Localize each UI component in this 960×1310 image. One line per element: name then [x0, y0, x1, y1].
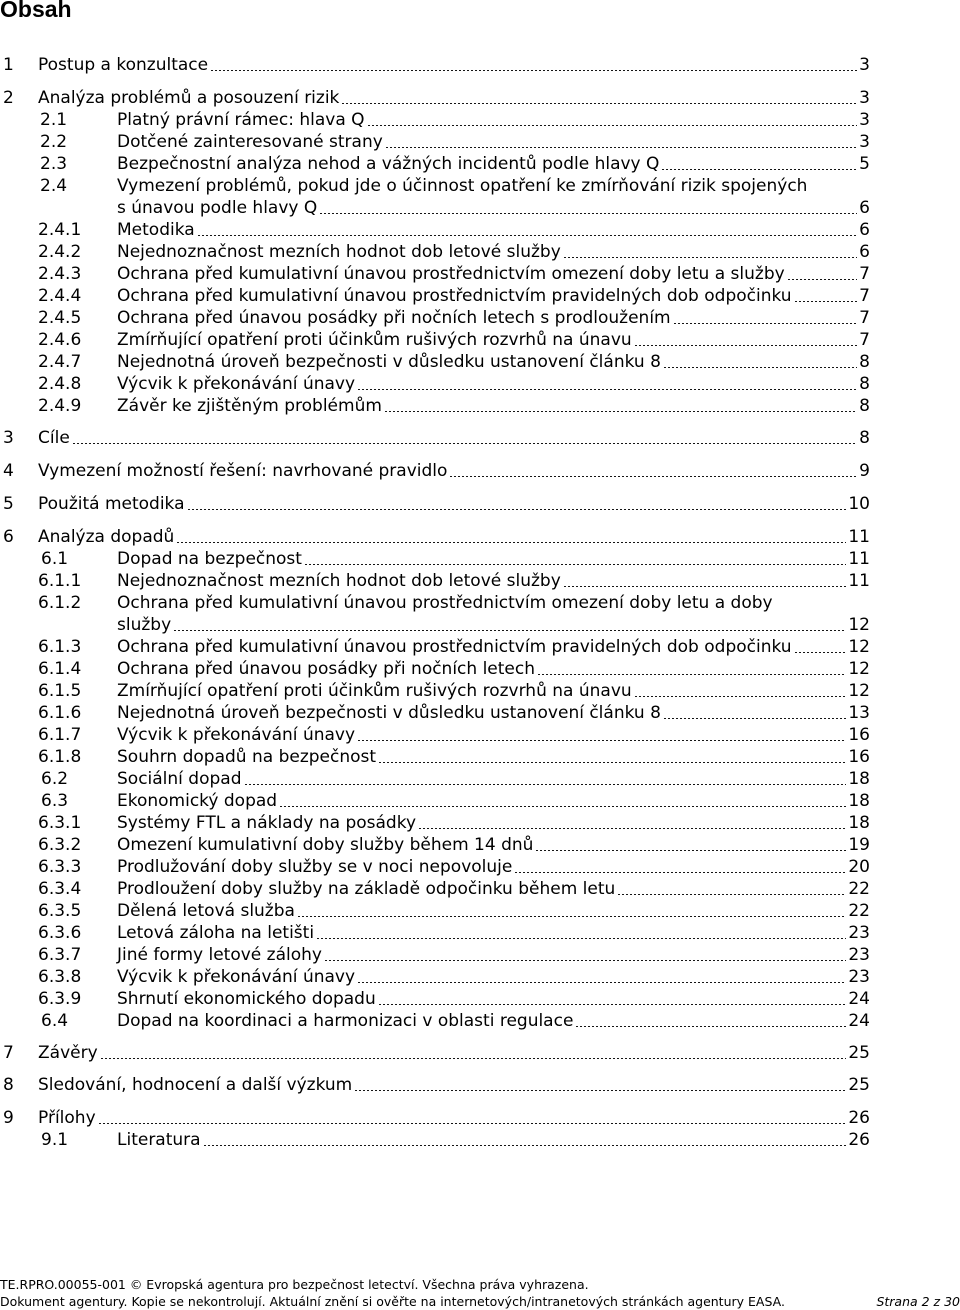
toc-entry[interactable] — [0, 922, 960, 944]
toc-entry-number: 2.4.5 — [38, 308, 82, 328]
toc-entry-title-continued: s únavou podle hlavy Q — [117, 198, 318, 218]
toc-entry[interactable] — [0, 548, 960, 570]
toc-entry-page: 6 — [859, 198, 870, 218]
dot-leader — [354, 1090, 846, 1091]
toc-entry-page: 6 — [859, 220, 870, 240]
toc-entry[interactable] — [0, 263, 960, 285]
toc-entry-number: 6.3.2 — [38, 835, 82, 855]
toc-entry[interactable] — [0, 153, 960, 175]
toc-entry-title: Nejednotná úroveň bezpečnosti v důsledku ustanovení článku 8 — [117, 352, 661, 372]
toc-entry-page: 3 — [859, 55, 870, 75]
toc-entry[interactable] — [0, 460, 960, 482]
toc-entry-title: Přílohy — [38, 1108, 96, 1128]
toc-entry-page: 24 — [848, 989, 870, 1009]
toc-entry-title: Vymezení možností řešení: navrhované pravidlo — [38, 461, 448, 481]
toc-entry-number: 6.1.1 — [38, 571, 82, 591]
toc-entry[interactable] — [0, 988, 960, 1010]
toc-entry-number: 6.3.3 — [38, 857, 82, 877]
dot-leader — [787, 279, 857, 280]
toc-entry-page: 22 — [848, 879, 870, 899]
toc-entry-page: 16 — [848, 747, 870, 767]
toc-entry-number: 2.4.1 — [38, 220, 82, 240]
toc-entry-title: Ochrana před únavou posádky při nočních letech — [117, 659, 536, 679]
toc-entry-title: Bezpečnostní analýza nehod a vážných incidentů podle hlavy Q — [117, 154, 660, 174]
toc-entry-page: 11 — [848, 571, 870, 591]
dot-leader — [378, 1004, 847, 1005]
toc-entry-title: Dotčené zainteresované strany — [117, 132, 383, 152]
toc-entry[interactable] — [0, 131, 960, 153]
toc-entry-title: Zmírňující opatření proti účinkům rušivých rozvrhů na únavu — [117, 330, 632, 350]
toc-entry-title: Ochrana před kumulativní únavou prostřednictvím pravidelných dob odpočinku — [117, 286, 792, 306]
dot-leader — [673, 323, 858, 324]
toc-entry[interactable] — [0, 768, 960, 790]
toc-entry[interactable] — [0, 373, 960, 395]
toc-entry-title: Platný právní rámec: hlava Q — [117, 110, 365, 130]
dot-leader — [176, 542, 846, 543]
toc-entry-page: 25 — [848, 1043, 870, 1063]
toc-entry-number: 6.3.4 — [38, 879, 82, 899]
toc-entry-page: 12 — [848, 681, 870, 701]
toc-entry[interactable] — [0, 285, 960, 307]
toc-entry-title-continued: služby — [117, 615, 172, 635]
dot-leader — [357, 982, 846, 983]
toc-entry-page: 7 — [859, 308, 870, 328]
toc-entry-page: 3 — [859, 88, 870, 108]
dot-leader — [663, 367, 857, 368]
toc-entry-title: Ochrana před kumulativní únavou prostřednictvím pravidelných dob odpočinku — [117, 637, 792, 657]
footer-copyright: TE.RPRO.00055-001 © Evropská agentura pro bezpečnost letectví. Všechna práva vyhrazena. — [0, 1277, 589, 1292]
toc-entry-page: 8 — [859, 428, 870, 448]
toc-entry-number: 6 — [3, 527, 14, 547]
toc-entry-page: 11 — [848, 527, 870, 547]
toc-entry-title: Omezení kumulativní doby služby během 14 dnů — [117, 835, 534, 855]
toc-entry-page: 8 — [859, 396, 870, 416]
toc-entry-title: Analýza dopadů — [38, 527, 175, 547]
dot-leader — [203, 1145, 847, 1146]
toc-entry-title: Výcvik k překonávání únavy — [117, 967, 356, 987]
toc-entry-number: 5 — [3, 494, 14, 514]
toc-entry-number: 2.4 — [40, 176, 68, 196]
toc-entry-title: Použitá metodika — [38, 494, 185, 514]
toc-entry-number: 6.3.6 — [38, 923, 82, 943]
toc-entry-page: 10 — [848, 494, 870, 514]
toc-entry-number: 7 — [3, 1043, 14, 1063]
dot-leader — [187, 509, 847, 510]
toc-entry-title: Výcvik k překonávání únavy — [117, 725, 356, 745]
dot-leader — [418, 828, 846, 829]
toc-entry-page: 18 — [848, 769, 870, 789]
toc-entry[interactable] — [0, 1010, 960, 1032]
toc-entry-number: 6.1.7 — [38, 725, 82, 745]
toc-entry-number: 6.1.5 — [38, 681, 82, 701]
toc-entry[interactable] — [0, 493, 960, 515]
toc-entry[interactable] — [0, 87, 960, 109]
dot-leader — [316, 938, 846, 939]
toc-entry-page: 23 — [848, 967, 870, 987]
toc-entry-title: Dopad na bezpečnost — [117, 549, 302, 569]
toc-entry[interactable] — [0, 526, 960, 548]
toc-entry-number: 2.4.7 — [38, 352, 82, 372]
toc-entry-number: 9 — [3, 1108, 14, 1128]
toc-entry-number: 6.1.3 — [38, 637, 82, 657]
dot-leader — [663, 718, 846, 719]
toc-entry[interactable] — [0, 427, 960, 449]
dot-leader — [535, 850, 846, 851]
dot-leader — [244, 784, 847, 785]
toc-entry-title: Analýza problémů a posouzení rizik — [38, 88, 340, 108]
toc-entry-number: 6.4 — [41, 1011, 69, 1031]
toc-entry-number: 2.4.3 — [38, 264, 82, 284]
toc-entry-title: Výcvik k překonávání únavy — [117, 374, 356, 394]
toc-entry-title: Závěr ke zjištěným problémům — [117, 396, 382, 416]
toc-entry[interactable] — [0, 878, 960, 900]
dot-leader — [72, 443, 857, 444]
toc-entry-number: 4 — [3, 461, 14, 481]
toc-entry-number: 6.3 — [41, 791, 69, 811]
toc-entry[interactable] — [0, 944, 960, 966]
toc-entry-page: 12 — [848, 659, 870, 679]
toc-entry-number: 6.3.7 — [38, 945, 82, 965]
toc-entry-page: 25 — [848, 1075, 870, 1095]
toc-entry[interactable] — [0, 1042, 960, 1064]
toc-entry-page: 6 — [859, 242, 870, 262]
toc-entry-page: 3 — [859, 132, 870, 152]
dot-leader — [384, 411, 857, 412]
toc-entry-page: 18 — [848, 813, 870, 833]
toc-entry[interactable] — [0, 702, 960, 724]
toc-entry-number: 2.4.8 — [38, 374, 82, 394]
toc-entry-title: Shrnutí ekonomického dopadu — [117, 989, 376, 1009]
toc-entry-number: 6.2 — [41, 769, 69, 789]
dot-leader — [575, 1026, 846, 1027]
toc-entry-title: Prodloužení doby služby na základě odpočinku během letu — [117, 879, 616, 899]
toc-entry-page: 16 — [848, 725, 870, 745]
toc-entry[interactable] — [0, 680, 960, 702]
page-title: Obsah — [0, 0, 72, 22]
toc-entry-title: Postup a konzultace — [38, 55, 209, 75]
toc-entry[interactable] — [0, 395, 960, 417]
dot-leader — [634, 696, 847, 697]
toc-entry-title: Závěry — [38, 1043, 98, 1063]
dot-leader — [297, 916, 846, 917]
toc-entry-page: 7 — [859, 330, 870, 350]
toc-entry-page: 12 — [848, 615, 870, 635]
toc-entry-number: 6.1.4 — [38, 659, 82, 679]
dot-leader — [794, 301, 858, 302]
toc-entry-title: Jiné formy letové zálohy — [117, 945, 322, 965]
toc-entry-number: 2.4.2 — [38, 242, 82, 262]
dot-leader — [514, 872, 846, 873]
toc-entry[interactable] — [0, 900, 960, 922]
toc-entry-number: 6.1.2 — [38, 593, 82, 613]
toc-entry-title: Vymezení problémů, pokud jde o účinnost opatření ke zmírňování rizik spojených — [117, 176, 808, 196]
toc-entry-title: Souhrn dopadů na bezpečnost — [117, 747, 377, 767]
toc-entry-number: 6.3.9 — [38, 989, 82, 1009]
dot-leader — [197, 235, 858, 236]
toc-entry[interactable] — [0, 1107, 960, 1129]
toc-entry-page: 5 — [859, 154, 870, 174]
toc-entry-title: Nejednotná úroveň bezpečnosti v důsledku ustanovení článku 8 — [117, 703, 661, 723]
toc-entry-number: 6.3.8 — [38, 967, 82, 987]
toc-entry-title: Zmírňující opatření proti účinkům rušivých rozvrhů na únavu — [117, 681, 632, 701]
toc-entry-number: 3 — [3, 428, 14, 448]
dot-leader — [385, 147, 857, 148]
toc-entry-number: 2.4.6 — [38, 330, 82, 350]
toc-entry[interactable] — [0, 724, 960, 746]
toc-entry-number: 6.3.5 — [38, 901, 82, 921]
dot-leader — [210, 70, 857, 71]
dot-leader — [279, 806, 846, 807]
dot-leader — [341, 103, 857, 104]
toc-entry-title: Letová záloha na letišti — [117, 923, 315, 943]
toc-entry-title: Ochrana před únavou posádky při nočních letech s prodloužením — [117, 308, 671, 328]
toc-entry[interactable] — [0, 790, 960, 812]
toc-entry-page: 8 — [859, 352, 870, 372]
dot-leader — [563, 257, 857, 258]
dot-leader — [357, 389, 857, 390]
toc-entry[interactable] — [0, 1129, 960, 1151]
toc-entry-title: Metodika — [117, 220, 195, 240]
toc-entry[interactable] — [0, 175, 960, 219]
toc-entry-page: 11 — [848, 549, 870, 569]
footer-page-number: Strana 2 z 30 — [876, 1294, 960, 1309]
toc-entry-title: Prodlužování doby služby se v noci nepovoluje — [117, 857, 513, 877]
toc-entry-title: Nejednoznačnost mezních hodnot dob letové služby — [117, 242, 561, 262]
toc-entry-number: 6.1.6 — [38, 703, 82, 723]
toc-entry-title: Nejednoznačnost mezních hodnot dob letové služby — [117, 571, 561, 591]
toc-entry[interactable] — [0, 592, 960, 636]
toc-entry-page: 7 — [859, 264, 870, 284]
toc-entry-number: 6.1.8 — [38, 747, 82, 767]
toc-entry-page: 9 — [859, 461, 870, 481]
toc-entry[interactable] — [0, 307, 960, 329]
toc-entry-title: Ekonomický dopad — [117, 791, 278, 811]
toc-entry-page: 7 — [859, 286, 870, 306]
toc-entry[interactable] — [0, 54, 960, 76]
dot-leader — [661, 169, 857, 170]
dot-leader — [100, 1058, 847, 1059]
dot-leader — [449, 476, 857, 477]
dot-leader — [794, 652, 847, 653]
toc-entry[interactable] — [0, 1074, 960, 1096]
toc-entry-page: 22 — [848, 901, 870, 921]
toc-entry[interactable] — [0, 241, 960, 263]
toc-entry-number: 2.1 — [40, 110, 68, 130]
toc-entry-title: Sledování, hodnocení a další výzkum — [38, 1075, 353, 1095]
dot-leader — [173, 630, 846, 631]
toc-entry-page: 26 — [848, 1108, 870, 1128]
toc-entry-number: 6.1 — [41, 549, 69, 569]
toc-entry[interactable] — [0, 219, 960, 241]
toc-entry-number: 1 — [3, 55, 14, 75]
toc-entry[interactable] — [0, 570, 960, 592]
dot-leader — [357, 740, 846, 741]
toc-entry-title: Dělená letová služba — [117, 901, 295, 921]
footer-disclaimer: Dokument agentury. Kopie se nekontrolují. Aktuální znění si ověřte na internetových/intranetových stránkách agentury EASA. — [0, 1294, 785, 1309]
toc-entry[interactable] — [0, 812, 960, 834]
dot-leader — [98, 1123, 847, 1124]
toc-entry-title: Systémy FTL a náklady na posádky — [117, 813, 417, 833]
dot-leader — [634, 345, 858, 346]
toc-entry-page: 26 — [848, 1130, 870, 1150]
toc-entry-page: 24 — [848, 1011, 870, 1031]
toc-entry[interactable] — [0, 658, 960, 680]
toc-entry-number: 6.3.1 — [38, 813, 82, 833]
toc-entry[interactable] — [0, 636, 960, 658]
toc-entry[interactable] — [0, 746, 960, 768]
toc-entry-page: 23 — [848, 923, 870, 943]
toc-entry-page: 3 — [859, 110, 870, 130]
toc-entry-page: 12 — [848, 637, 870, 657]
dot-leader — [319, 213, 857, 214]
toc-entry[interactable] — [0, 351, 960, 373]
toc-entry[interactable] — [0, 856, 960, 878]
toc-entry-number: 2.3 — [40, 154, 68, 174]
dot-leader — [324, 960, 846, 961]
toc-entry[interactable] — [0, 834, 960, 856]
toc-entry-title: Ochrana před kumulativní únavou prostřednictvím omezení doby letu a služby — [117, 264, 785, 284]
toc-entry[interactable] — [0, 109, 960, 131]
toc-entry-title: Ochrana před kumulativní únavou prostřednictvím omezení doby letu a doby — [117, 593, 773, 613]
toc-entry[interactable] — [0, 329, 960, 351]
dot-leader — [378, 762, 846, 763]
toc-entry-number: 9.1 — [41, 1130, 69, 1150]
toc-entry-number: 2.4.4 — [38, 286, 82, 306]
toc-entry-page: 20 — [848, 857, 870, 877]
toc-entry-page: 23 — [848, 945, 870, 965]
toc-entry-page: 8 — [859, 374, 870, 394]
toc-entry-page: 19 — [848, 835, 870, 855]
dot-leader — [617, 894, 846, 895]
dot-leader — [537, 674, 846, 675]
toc-entry-page: 18 — [848, 791, 870, 811]
toc-entry-number: 8 — [3, 1075, 14, 1095]
toc-entry[interactable] — [0, 966, 960, 988]
toc-entry-page: 13 — [848, 703, 870, 723]
toc-entry-number: 2.4.9 — [38, 396, 82, 416]
toc-entry-title: Dopad na koordinaci a harmonizaci v oblasti regulace — [117, 1011, 574, 1031]
toc-entry-number: 2 — [3, 88, 14, 108]
toc-entry-number: 2.2 — [40, 132, 68, 152]
dot-leader — [304, 564, 846, 565]
toc-entry-title: Cíle — [38, 428, 70, 448]
toc-entry-title: Literatura — [117, 1130, 201, 1150]
dot-leader — [367, 125, 858, 126]
toc-entry-title: Sociální dopad — [117, 769, 242, 789]
dot-leader — [563, 586, 847, 587]
